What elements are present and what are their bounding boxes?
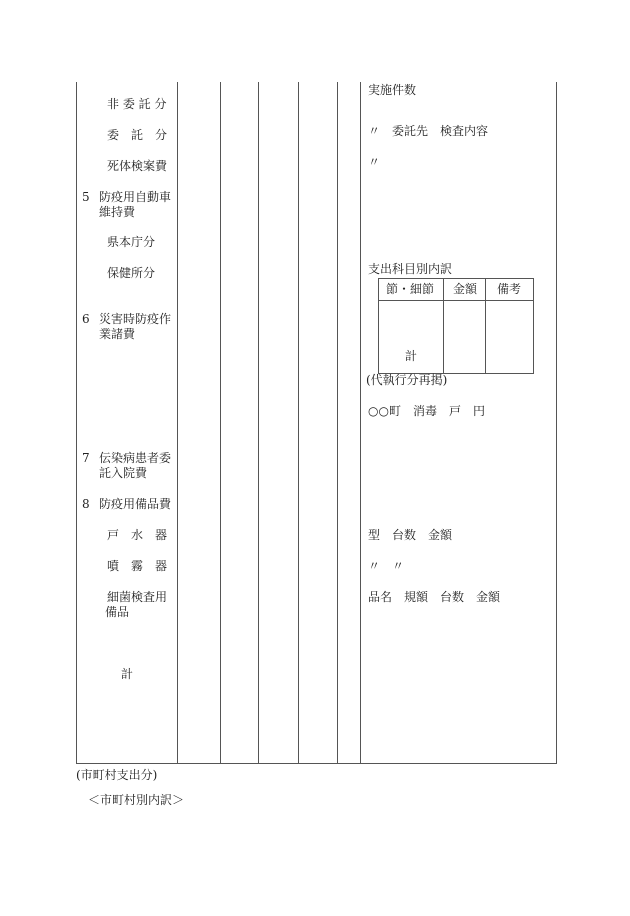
- item-label-cont: 託入院費: [99, 466, 148, 480]
- item-label: 非 委 託 分: [107, 97, 167, 111]
- column-divider: [258, 82, 259, 763]
- item-label: 保健所分: [107, 266, 156, 280]
- column-divider: [220, 82, 221, 763]
- item-label: 死体検案費: [107, 159, 168, 173]
- item-label-cont: 維持費: [99, 205, 136, 219]
- column-divider: [298, 82, 299, 763]
- table-border-bottom: [76, 763, 557, 764]
- item-label: 委 託 分: [107, 128, 168, 142]
- item-label: 防疫用自動車: [99, 190, 172, 204]
- remark: 〃 〃: [368, 559, 405, 573]
- remark: 〃 委託先 検査内容: [368, 124, 489, 138]
- remark: 型 台数 金額: [368, 528, 453, 542]
- remark: 品名 規額 台数 金額: [368, 590, 501, 604]
- table-border-right: [556, 82, 557, 763]
- sub-table-column-divider: [485, 278, 486, 373]
- sub-table-header: 金額: [453, 282, 478, 296]
- item-label-cont: 業諸費: [99, 327, 136, 341]
- remark: 実施件数: [368, 83, 417, 97]
- total-label: 計: [121, 667, 134, 681]
- sub-table-header-divider: [378, 300, 533, 301]
- remark: ○○町 消毒 戸 円: [368, 404, 485, 418]
- item-number: 6: [82, 312, 90, 326]
- item-label: 噴 霧 器: [107, 559, 168, 573]
- item-number: 8: [82, 497, 90, 511]
- sub-table-header: 備考: [497, 282, 522, 296]
- item-label: 災害時防疫作: [99, 312, 172, 326]
- remark-heading: 支出科目別内訳: [368, 262, 453, 276]
- item-label: 県本庁分: [107, 235, 156, 249]
- item-label-cont: 備品: [105, 605, 130, 619]
- sub-table-total-label: 計: [405, 349, 418, 363]
- column-divider: [360, 82, 361, 763]
- footer-note: (市町村支出分): [76, 768, 158, 782]
- item-label: 伝染病患者委: [99, 451, 172, 465]
- column-divider: [177, 82, 178, 763]
- item-number: 7: [82, 451, 90, 465]
- item-number: 5: [82, 190, 90, 204]
- footer-subheading: ＜市町村別内訳＞: [88, 793, 185, 807]
- remark: (代執行分再掲): [366, 373, 448, 387]
- table-border-left: [76, 82, 77, 763]
- sub-table-column-divider: [443, 278, 444, 373]
- item-label: 細菌検査用: [107, 590, 168, 604]
- column-divider: [337, 82, 338, 763]
- remark: 〃: [368, 155, 381, 169]
- sub-table-header: 節・細節: [386, 282, 435, 296]
- item-label: 防疫用備品費: [99, 497, 172, 511]
- item-label: 戸 水 器: [107, 528, 168, 542]
